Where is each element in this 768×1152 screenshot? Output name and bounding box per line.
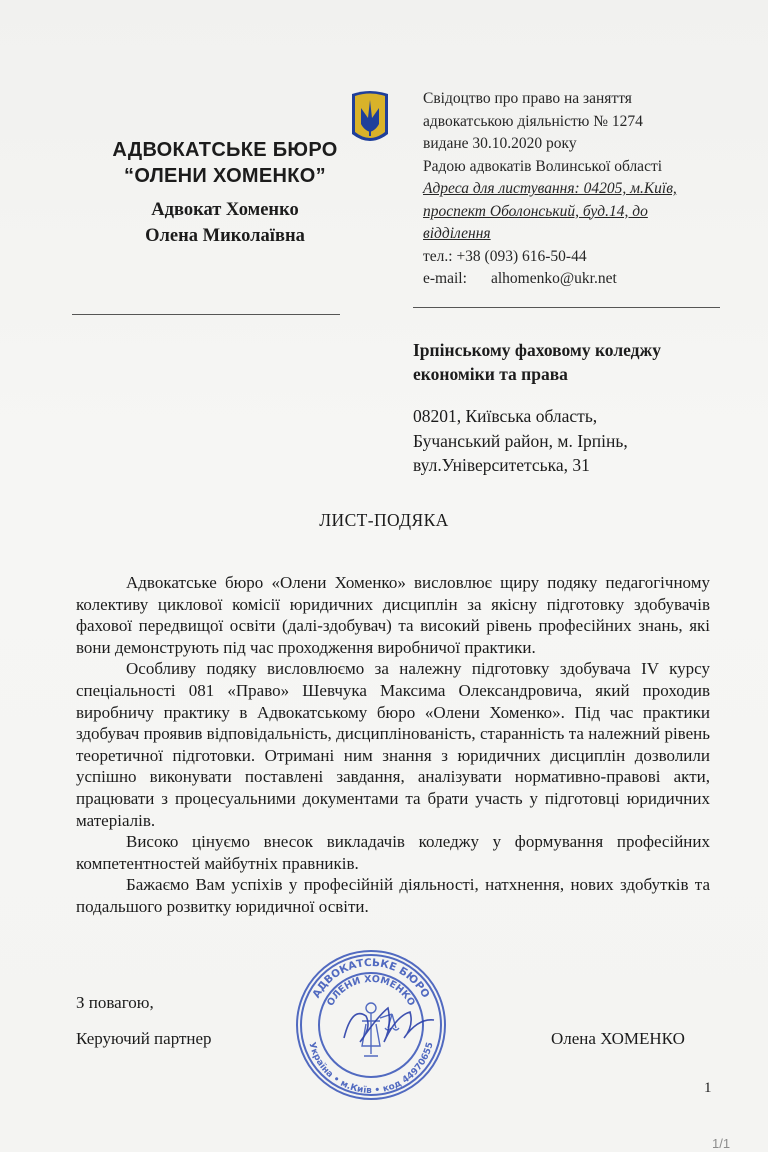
letterhead-details xyxy=(423,88,743,291)
email-label: e-mail: xyxy=(423,270,467,287)
letter-body xyxy=(76,572,710,918)
body-paragraph: Високо цінуємо внесок викладачів коледжу у формування професійних компетентностей майбутніх правників. xyxy=(76,832,710,873)
recipient-address-line: вул.Університетська, 31 xyxy=(413,455,590,475)
recipient-address-line: 08201, Київська область, xyxy=(413,406,598,426)
stamp-outer-text: АДВОКАТСЬКЕ БЮРО xyxy=(310,956,432,1001)
recipient-name-line1: Ірпінському фаховому коледжу xyxy=(413,340,661,360)
body-paragraph: Бажаємо Вам успіхів у професійній діяльності, натхнення, нових здобутків та подальшого розвитку юридичної освіти. xyxy=(76,875,710,916)
lawyer-name xyxy=(70,197,380,249)
divider-left xyxy=(72,314,340,315)
firm-name-line2: “ОЛЕНИ ХОМЕНКО” xyxy=(124,165,326,187)
signature xyxy=(344,1008,434,1042)
lawyer-name-line1: Адвокат Хоменко xyxy=(151,200,299,220)
page-count: 1/1 xyxy=(712,1136,731,1151)
stamp-inner-text: ОЛЕНИ ХОМЕНКО xyxy=(325,973,417,1009)
certificate-line: Свідоцтво про право на заняття xyxy=(423,90,632,107)
recipient-address xyxy=(413,404,743,478)
recipient-name xyxy=(413,338,733,386)
firm-name xyxy=(70,137,380,189)
phone: тел.: +38 (093) 616-50-44 xyxy=(423,247,587,265)
signer-name: Олена ХОМЕНКО xyxy=(551,1029,685,1048)
closing-salutation: З повагою, xyxy=(76,993,154,1012)
lawyer-name-line2: Олена Миколаївна xyxy=(145,226,305,246)
mailing-address-line: відділення xyxy=(423,225,491,242)
recipient-name-line2: економіки та права xyxy=(413,364,568,384)
recipient-address-line: Бучанський район, м. Ірпінь, xyxy=(413,430,628,451)
email-row xyxy=(423,268,743,291)
letter-title: ЛИСТ-ПОДЯКА xyxy=(319,510,449,530)
certificate-line: адвокатською діяльністю № 1274 xyxy=(423,112,643,130)
email-address: alhomenko@ukr.net xyxy=(491,270,617,287)
certificate-line: Радою адвокатів Волинської області xyxy=(423,157,663,175)
official-stamp xyxy=(292,946,450,1104)
mailing-address-line: Адреса для листування: 04205, м.Київ, xyxy=(423,180,677,197)
body-paragraph: Адвокатське бюро «Олени Хоменко» висловлює щиру подяку педагогічному колективу циклової комісії юридичних дисциплін за якісну підготовку здобувачів фахової передвищої освіти (далі-здобувач) та високий рівень професійних знань, які вони демонструють під час проходження виробничої практики. xyxy=(76,573,710,657)
signer-role: Керуючий партнер xyxy=(76,1029,212,1048)
firm-name-line1: АДВОКАТСЬКЕ БЮРО xyxy=(112,139,338,161)
page-number: 1 xyxy=(704,1080,712,1096)
divider-right xyxy=(413,307,720,308)
stamp-bottom-text: Україна • м.Київ • код 44970655 xyxy=(306,1041,436,1097)
mailing-address-line: проспект Оболонський, буд.14, до xyxy=(423,202,648,220)
body-paragraph: Особливу подяку висловлюємо за належну підготовку здобувача IV курсу спеціальності 081 «Право» Шевчука Максима Олександровича, який проходив виробничу практику в Адвокатському бюро «Олени Хоменко». Під час практики здобувач проявив відповідальність, дисциплінованість, старанність та належний рівень теоретичної підготовки. Отримані ним знання з юридичних дисциплін дозволили успішно виконувати поставлені завдання, аналізувати нормативно-правові акти, працювати з процесуальними документами та брати участь у підготовці юридичних матеріалів. xyxy=(76,659,710,830)
certificate-line: видане 30.10.2020 року xyxy=(423,135,577,152)
trident-emblem-icon xyxy=(346,88,394,148)
